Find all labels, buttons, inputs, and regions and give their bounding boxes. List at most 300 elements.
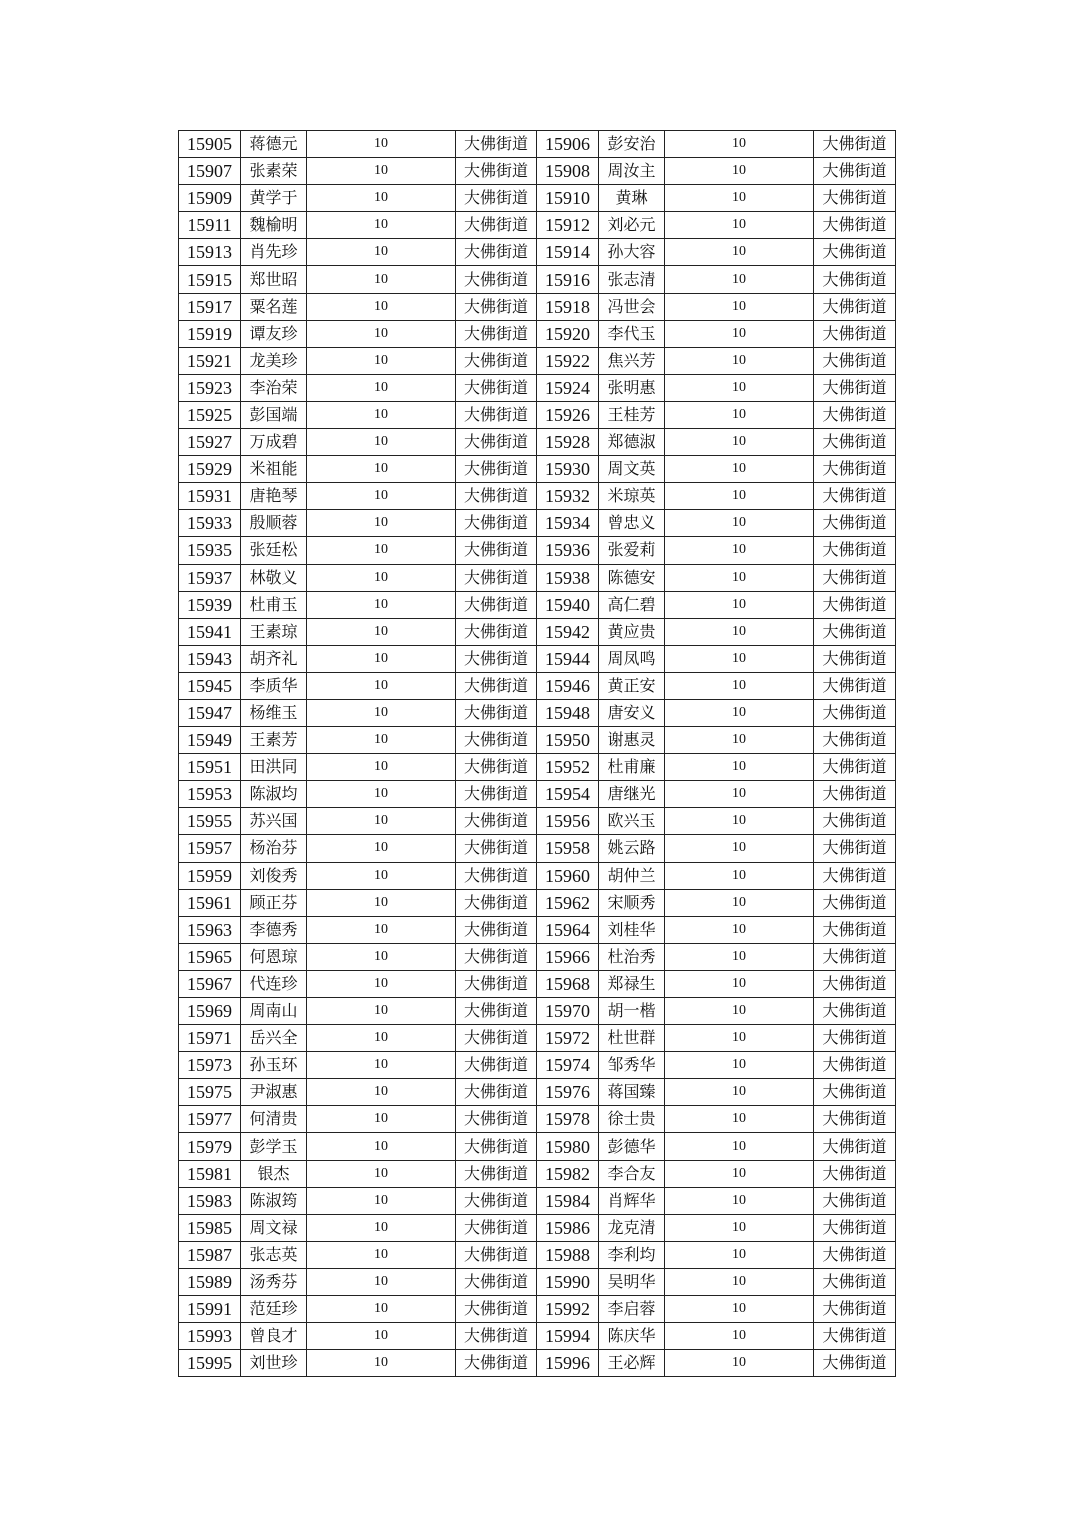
amount-cell: 10 [307,889,456,916]
location-cell: 大佛街道 [456,1214,537,1241]
id-cell: 15969 [179,998,241,1025]
id-cell: 15945 [179,672,241,699]
name-cell: 李质华 [241,672,307,699]
table-row [179,1106,896,1133]
amount-cell: 10 [665,537,814,564]
location-cell: 大佛街道 [814,1133,896,1160]
id-cell: 15954 [537,781,599,808]
location-cell: 大佛街道 [456,185,537,212]
location-cell: 大佛街道 [814,158,896,185]
name-cell: 彭学玉 [241,1133,307,1160]
amount-cell: 10 [665,429,814,456]
name-cell: 陈淑筠 [241,1187,307,1214]
id-cell: 15938 [537,564,599,591]
table-row [179,862,896,889]
location-cell: 大佛街道 [814,943,896,970]
id-cell: 15993 [179,1323,241,1350]
name-cell: 谭友珍 [241,320,307,347]
location-cell: 大佛街道 [814,754,896,781]
table-row [179,998,896,1025]
id-cell: 15972 [537,1025,599,1052]
amount-cell: 10 [665,591,814,618]
id-cell: 15986 [537,1214,599,1241]
location-cell: 大佛街道 [456,618,537,645]
id-cell: 15974 [537,1052,599,1079]
amount-cell: 10 [307,1025,456,1052]
name-cell: 陈庆华 [599,1323,665,1350]
id-cell: 15943 [179,645,241,672]
location-cell: 大佛街道 [814,429,896,456]
id-cell: 15908 [537,158,599,185]
id-cell: 15949 [179,727,241,754]
id-cell: 15930 [537,456,599,483]
amount-cell: 10 [307,672,456,699]
id-cell: 15935 [179,537,241,564]
name-cell: 米祖能 [241,456,307,483]
id-cell: 15937 [179,564,241,591]
id-cell: 15977 [179,1106,241,1133]
table-row [179,293,896,320]
table-row [179,1079,896,1106]
location-cell: 大佛街道 [814,889,896,916]
name-cell: 谢惠灵 [599,727,665,754]
location-cell: 大佛街道 [456,889,537,916]
name-cell: 顾正芬 [241,889,307,916]
amount-cell: 10 [665,347,814,374]
id-cell: 15936 [537,537,599,564]
amount-cell: 10 [665,1106,814,1133]
location-cell: 大佛街道 [456,727,537,754]
table-row [179,970,896,997]
amount-cell: 10 [307,754,456,781]
location-cell: 大佛街道 [814,347,896,374]
name-cell: 王必辉 [599,1350,665,1377]
location-cell: 大佛街道 [456,970,537,997]
location-cell: 大佛街道 [814,510,896,537]
amount-cell: 10 [307,645,456,672]
amount-cell: 10 [307,808,456,835]
name-cell: 周凤鸣 [599,645,665,672]
id-cell: 15925 [179,401,241,428]
name-cell: 周南山 [241,998,307,1025]
name-cell: 黄琳 [599,185,665,212]
table-row [179,1133,896,1160]
amount-cell: 10 [307,564,456,591]
name-cell: 蒋国臻 [599,1079,665,1106]
amount-cell: 10 [665,456,814,483]
amount-cell: 10 [307,1268,456,1295]
table-row [179,401,896,428]
table-row [179,537,896,564]
table-row [179,781,896,808]
location-cell: 大佛街道 [814,1241,896,1268]
name-cell: 胡齐礼 [241,645,307,672]
id-cell: 15940 [537,591,599,618]
table-row [179,672,896,699]
id-cell: 15953 [179,781,241,808]
id-cell: 15959 [179,862,241,889]
name-cell: 刘俊秀 [241,862,307,889]
location-cell: 大佛街道 [814,1025,896,1052]
name-cell: 彭德华 [599,1133,665,1160]
amount-cell: 10 [307,293,456,320]
id-cell: 15920 [537,320,599,347]
id-cell: 15978 [537,1106,599,1133]
amount-cell: 10 [307,618,456,645]
id-cell: 15990 [537,1268,599,1295]
table-row [179,1160,896,1187]
location-cell: 大佛街道 [456,916,537,943]
id-cell: 15992 [537,1296,599,1323]
table-row [179,754,896,781]
amount-cell: 10 [307,456,456,483]
location-cell: 大佛街道 [456,1350,537,1377]
location-cell: 大佛街道 [814,998,896,1025]
table-row [179,1025,896,1052]
name-cell: 张爱莉 [599,537,665,564]
amount-cell: 10 [307,1133,456,1160]
name-cell: 周汝主 [599,158,665,185]
name-cell: 蒋德元 [241,131,307,158]
table-row [179,1350,896,1377]
table-row [179,1052,896,1079]
amount-cell: 10 [307,185,456,212]
name-cell: 姚云路 [599,835,665,862]
amount-cell: 10 [665,672,814,699]
table-row [179,1323,896,1350]
location-cell: 大佛街道 [814,1079,896,1106]
table-row [179,1296,896,1323]
id-cell: 15927 [179,429,241,456]
name-cell: 郑世昭 [241,266,307,293]
location-cell: 大佛街道 [814,266,896,293]
id-cell: 15906 [537,131,599,158]
amount-cell: 10 [665,970,814,997]
name-cell: 刘桂华 [599,916,665,943]
id-cell: 15931 [179,483,241,510]
location-cell: 大佛街道 [456,1241,537,1268]
id-cell: 15965 [179,943,241,970]
name-cell: 刘必元 [599,212,665,239]
name-cell: 刘世珍 [241,1350,307,1377]
table-row [179,1268,896,1295]
name-cell: 高仁碧 [599,591,665,618]
id-cell: 15924 [537,374,599,401]
amount-cell: 10 [307,429,456,456]
location-cell: 大佛街道 [456,266,537,293]
table-row [179,1187,896,1214]
name-cell: 唐继光 [599,781,665,808]
amount-cell: 10 [665,781,814,808]
location-cell: 大佛街道 [456,483,537,510]
name-cell: 粟名莲 [241,293,307,320]
id-cell: 15963 [179,916,241,943]
amount-cell: 10 [665,483,814,510]
id-cell: 15905 [179,131,241,158]
amount-cell: 10 [665,998,814,1025]
table-row [179,808,896,835]
id-cell: 15922 [537,347,599,374]
location-cell: 大佛街道 [456,1160,537,1187]
name-cell: 魏榆明 [241,212,307,239]
name-cell: 尹淑惠 [241,1079,307,1106]
name-cell: 张志清 [599,266,665,293]
amount-cell: 10 [307,374,456,401]
amount-cell: 10 [307,727,456,754]
id-cell: 15968 [537,970,599,997]
location-cell: 大佛街道 [456,293,537,320]
id-cell: 15944 [537,645,599,672]
location-cell: 大佛街道 [814,401,896,428]
amount-cell: 10 [307,862,456,889]
location-cell: 大佛街道 [814,1323,896,1350]
amount-cell: 10 [665,1296,814,1323]
name-cell: 米琼英 [599,483,665,510]
name-cell: 张志英 [241,1241,307,1268]
id-cell: 15916 [537,266,599,293]
amount-cell: 10 [307,266,456,293]
amount-cell: 10 [665,1052,814,1079]
amount-cell: 10 [665,727,814,754]
id-cell: 15956 [537,808,599,835]
table-row [179,320,896,347]
amount-cell: 10 [665,862,814,889]
id-cell: 15961 [179,889,241,916]
amount-cell: 10 [307,781,456,808]
name-cell: 彭安治 [599,131,665,158]
table-row [179,645,896,672]
id-cell: 15915 [179,266,241,293]
location-cell: 大佛街道 [456,320,537,347]
amount-cell: 10 [307,401,456,428]
table-row [179,374,896,401]
name-cell: 王素芳 [241,727,307,754]
name-cell: 田洪同 [241,754,307,781]
amount-cell: 10 [307,916,456,943]
id-cell: 15942 [537,618,599,645]
id-cell: 15912 [537,212,599,239]
id-cell: 15957 [179,835,241,862]
id-cell: 15970 [537,998,599,1025]
location-cell: 大佛街道 [814,320,896,347]
id-cell: 15911 [179,212,241,239]
amount-cell: 10 [665,1187,814,1214]
name-cell: 龙克清 [599,1214,665,1241]
amount-cell: 10 [665,1133,814,1160]
name-cell: 杜甫廉 [599,754,665,781]
name-cell: 吴明华 [599,1268,665,1295]
amount-cell: 10 [307,1052,456,1079]
id-cell: 15996 [537,1350,599,1377]
name-cell: 黄正安 [599,672,665,699]
location-cell: 大佛街道 [814,1296,896,1323]
name-cell: 周文禄 [241,1214,307,1241]
name-cell: 王桂芳 [599,401,665,428]
location-cell: 大佛街道 [814,862,896,889]
name-cell: 唐艳琴 [241,483,307,510]
name-cell: 孙玉环 [241,1052,307,1079]
name-cell: 唐安义 [599,699,665,726]
id-cell: 15950 [537,727,599,754]
name-cell: 宋顺秀 [599,889,665,916]
location-cell: 大佛街道 [456,808,537,835]
amount-cell: 10 [307,699,456,726]
name-cell: 曾忠义 [599,510,665,537]
amount-cell: 10 [665,1268,814,1295]
id-cell: 15928 [537,429,599,456]
id-cell: 15967 [179,970,241,997]
id-cell: 15958 [537,835,599,862]
name-cell: 杨治芬 [241,835,307,862]
name-cell: 肖先珍 [241,239,307,266]
location-cell: 大佛街道 [456,862,537,889]
table-row [179,591,896,618]
table-row [179,266,896,293]
location-cell: 大佛街道 [814,1052,896,1079]
id-cell: 15960 [537,862,599,889]
name-cell: 欧兴玉 [599,808,665,835]
location-cell: 大佛街道 [456,943,537,970]
location-cell: 大佛街道 [456,564,537,591]
location-cell: 大佛街道 [814,1160,896,1187]
table-row [179,727,896,754]
name-cell: 孙大容 [599,239,665,266]
id-cell: 15914 [537,239,599,266]
name-cell: 肖辉华 [599,1187,665,1214]
name-cell: 焦兴芳 [599,347,665,374]
location-cell: 大佛街道 [456,1268,537,1295]
location-cell: 大佛街道 [814,293,896,320]
location-cell: 大佛街道 [814,1187,896,1214]
amount-cell: 10 [307,158,456,185]
amount-cell: 10 [665,131,814,158]
name-cell: 李代玉 [599,320,665,347]
location-cell: 大佛街道 [456,591,537,618]
id-cell: 15917 [179,293,241,320]
table-row [179,835,896,862]
name-cell: 苏兴国 [241,808,307,835]
amount-cell: 10 [307,483,456,510]
amount-cell: 10 [307,510,456,537]
amount-cell: 10 [665,699,814,726]
location-cell: 大佛街道 [456,1079,537,1106]
location-cell: 大佛街道 [814,618,896,645]
id-cell: 15982 [537,1160,599,1187]
amount-cell: 10 [665,835,814,862]
location-cell: 大佛街道 [456,537,537,564]
id-cell: 15951 [179,754,241,781]
amount-cell: 10 [307,1350,456,1377]
id-cell: 15976 [537,1079,599,1106]
table-row [179,239,896,266]
table-row [179,483,896,510]
id-cell: 15955 [179,808,241,835]
location-cell: 大佛街道 [814,645,896,672]
name-cell: 张明惠 [599,374,665,401]
id-cell: 15987 [179,1241,241,1268]
name-cell: 杜治秀 [599,943,665,970]
amount-cell: 10 [307,970,456,997]
id-cell: 15962 [537,889,599,916]
table-row [179,916,896,943]
id-cell: 15995 [179,1350,241,1377]
location-cell: 大佛街道 [456,1133,537,1160]
amount-cell: 10 [665,266,814,293]
location-cell: 大佛街道 [456,510,537,537]
name-cell: 岳兴全 [241,1025,307,1052]
id-cell: 15923 [179,374,241,401]
table-row [179,185,896,212]
location-cell: 大佛街道 [814,727,896,754]
name-cell: 代连珍 [241,970,307,997]
table-row [179,889,896,916]
amount-cell: 10 [307,1106,456,1133]
id-cell: 15918 [537,293,599,320]
amount-cell: 10 [665,1160,814,1187]
id-cell: 15981 [179,1160,241,1187]
id-cell: 15991 [179,1296,241,1323]
id-cell: 15910 [537,185,599,212]
table-row [179,456,896,483]
location-cell: 大佛街道 [456,429,537,456]
table-row [179,1214,896,1241]
name-cell: 殷顺蓉 [241,510,307,537]
location-cell: 大佛街道 [814,591,896,618]
id-cell: 15913 [179,239,241,266]
table-row [179,131,896,158]
name-cell: 胡一楷 [599,998,665,1025]
location-cell: 大佛街道 [814,456,896,483]
id-cell: 15921 [179,347,241,374]
amount-cell: 10 [307,591,456,618]
id-cell: 15909 [179,185,241,212]
id-cell: 15989 [179,1268,241,1295]
amount-cell: 10 [665,374,814,401]
amount-cell: 10 [307,537,456,564]
id-cell: 15926 [537,401,599,428]
location-cell: 大佛街道 [814,131,896,158]
amount-cell: 10 [665,158,814,185]
amount-cell: 10 [307,1160,456,1187]
amount-cell: 10 [307,131,456,158]
amount-cell: 10 [307,835,456,862]
name-cell: 李德秀 [241,916,307,943]
table-row [179,564,896,591]
amount-cell: 10 [307,239,456,266]
id-cell: 15941 [179,618,241,645]
name-cell: 彭国端 [241,401,307,428]
location-cell: 大佛街道 [814,699,896,726]
id-cell: 15966 [537,943,599,970]
id-cell: 15929 [179,456,241,483]
name-cell: 李启蓉 [599,1296,665,1323]
id-cell: 15919 [179,320,241,347]
name-cell: 郑禄生 [599,970,665,997]
amount-cell: 10 [665,1350,814,1377]
name-cell: 邹秀华 [599,1052,665,1079]
amount-cell: 10 [307,998,456,1025]
table-row [179,510,896,537]
amount-cell: 10 [665,943,814,970]
amount-cell: 10 [665,212,814,239]
amount-cell: 10 [307,1079,456,1106]
id-cell: 15983 [179,1187,241,1214]
id-cell: 15985 [179,1214,241,1241]
amount-cell: 10 [665,510,814,537]
id-cell: 15979 [179,1133,241,1160]
location-cell: 大佛街道 [814,781,896,808]
location-cell: 大佛街道 [814,916,896,943]
